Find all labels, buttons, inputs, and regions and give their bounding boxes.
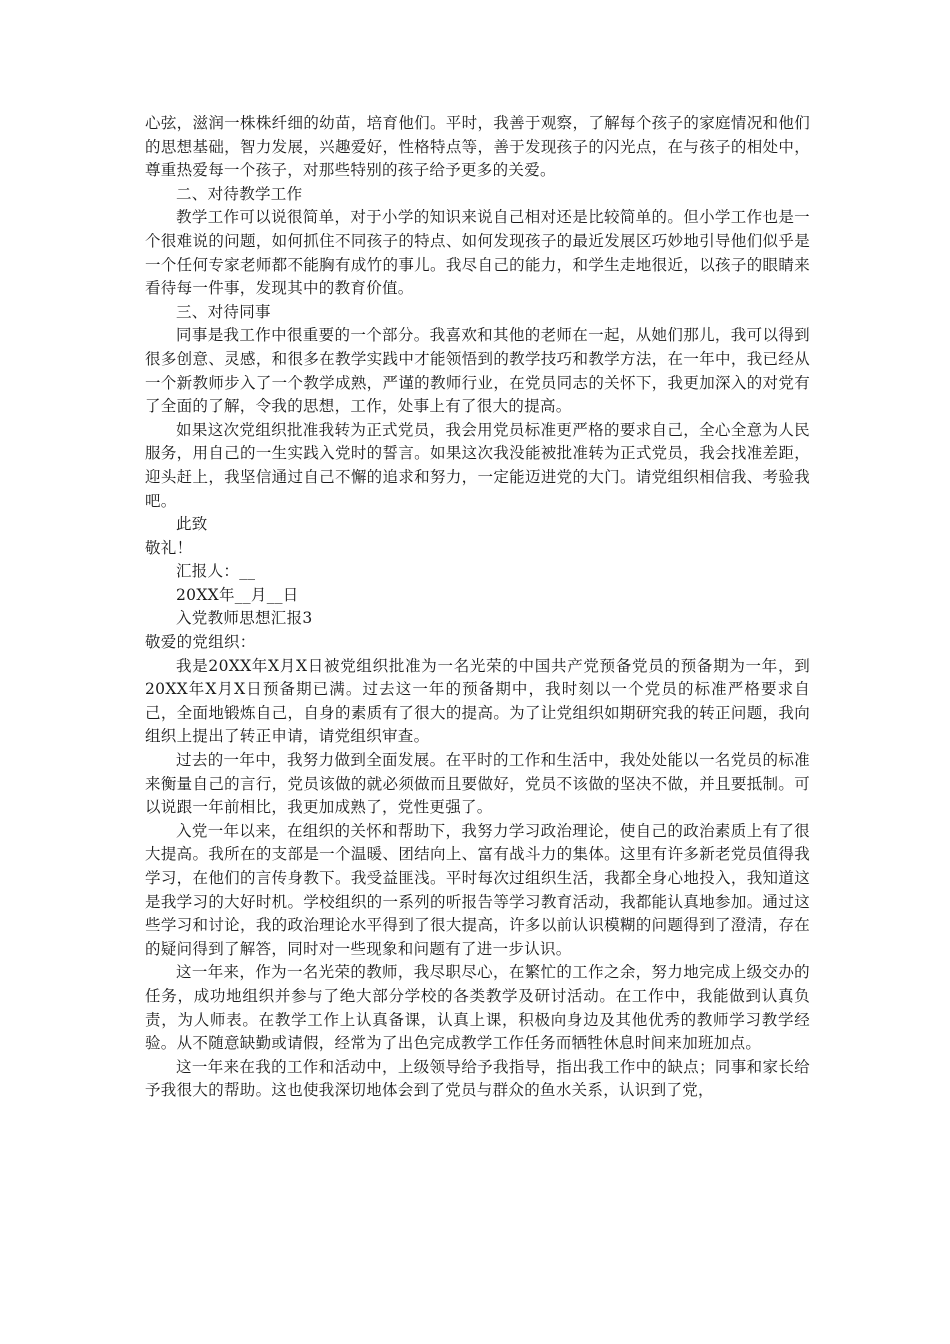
document-body <box>145 112 810 1103</box>
paragraph: 教学工作可以说很简单，对于小学的知识来说自己相对还是比较简单的。但小学工作也是一个很难说的问题，如何抓住不同孩子的特点、如何发现孩子的最近发展区巧妙地引导他们似乎是一个任何专家老师都不能胸有成竹的事儿。我尽自己的能力，和学生走地很近，以孩子的眼睛来看待每一件事，发现其中的教育价值。 <box>145 208 810 298</box>
paragraph: 这一年来，作为一名光荣的教师，我尽职尽心，在繁忙的工作之余，努力地完成上级交办的任务，成功地组织并参与了绝大部分学校的各类教学及研讨活动。在工作中，我能做到认真负责，为人师表。在教学工作上认真备课，认真上课，积极向身边及其他优秀的教师学习教学经验。从不随意缺勤或请假，经常为了出色完成教学工作任务而牺牲休息时间来加班加点。 <box>145 963 810 1053</box>
reporter-line: 汇报人：__ <box>176 562 256 581</box>
report-title: 入党教师思想汇报3 <box>176 609 313 628</box>
paragraph: 这一年来在我的工作和活动中，上级领导给予我指导，指出我工作中的缺点；同事和家长给予我很大的帮助。这也使我深切地体会到了党员与群众的鱼水关系，认识到了党， <box>145 1057 810 1100</box>
paragraph: 过去的一年中，我努力做到全面发展。在平时的工作和生活中，我处处能以一名党员的标准来衡量自己的言行，党员该做的就必须做而且要做好，党员不该做的坚决不做，并且要抵制。可以说跟一年前相比，我更加成熟了，党性更强了。 <box>145 751 810 817</box>
section-heading-teaching: 二、对待教学工作 <box>176 184 303 203</box>
date-line: 20XX年__月__日 <box>176 585 299 604</box>
paragraph: 同事是我工作中很重要的一个部分。我喜欢和其他的老师在一起，从她们那儿，我可以得到很多创意、灵感，和很多在教学实践中才能领悟到的教学技巧和教学方法，在一年中，我已经从一个新教师步入了一个教学成熟，严谨的教师行业，在党员同志的关怀下，我更加深入的对党有了全面的了解，令我的思想，工作，处事上有了很大的提高。 <box>145 326 810 416</box>
paragraph: 心弦，滋润一株株纤细的幼苗，培育他们。平时，我善于观察，了解每个孩子的家庭情况和他们的思想基础，智力发展，兴趣爱好，性格特点等，善于发现孩子的闪光点，在与孩子的相处中，尊重热爱每一个孩子，对那些特别的孩子给予更多的关爱。 <box>145 114 810 180</box>
paragraph: 如果这次党组织批准我转为正式党员，我会用党员标准更严格的要求自己，全心全意为人民服务，用自己的一生实践入党时的誓言。如果这次我没能被批准转为正式党员，我会找准差距，迎头赶上，我坚信通过自己不懈的追求和努力，一定能迈进党的大门。请党组织相信我、考验我吧。 <box>145 420 810 510</box>
section-heading-colleagues: 三、对待同事 <box>176 302 271 321</box>
paragraph: 入党一年以来，在组织的关怀和帮助下，我努力学习政治理论，使自己的政治素质上有了很大提高。我所在的支部是一个温暖、团结向上、富有战斗力的集体。这里有许多新老党员值得我学习，在他们的言传身教下。我受益匪浅。平时每次过组织生活，我都全身心地投入，我知道这是我学习的大好时机。学校组织的一系列的听报告等学习教育活动，我都能认真地参加。通过这些学习和讨论，我的政治理论水平得到了很大提高，许多以前认识模糊的问题得到了澄清，存在的疑问得到了解答，同时对一些现象和问题有了进一步认识。 <box>145 821 810 958</box>
greeting: 敬爱的党组织： <box>145 633 256 652</box>
paragraph: 我是20XX年X月X日被党组织批准为一名光荣的中国共产党预备党员的预备期为一年，到20XX年X月X日预备期已满。过去这一年的预备期中，我时刻以一个党员的标准严格要求自己，全面地锻炼自己，自身的素质有了很大的提高。为了让党组织如期研究我的转正问题，我向组织上提出了转正申请，请党组织审查。 <box>145 656 810 746</box>
closing-salutation: 此致 <box>176 515 208 534</box>
closing-respect: 敬礼！ <box>145 538 193 557</box>
